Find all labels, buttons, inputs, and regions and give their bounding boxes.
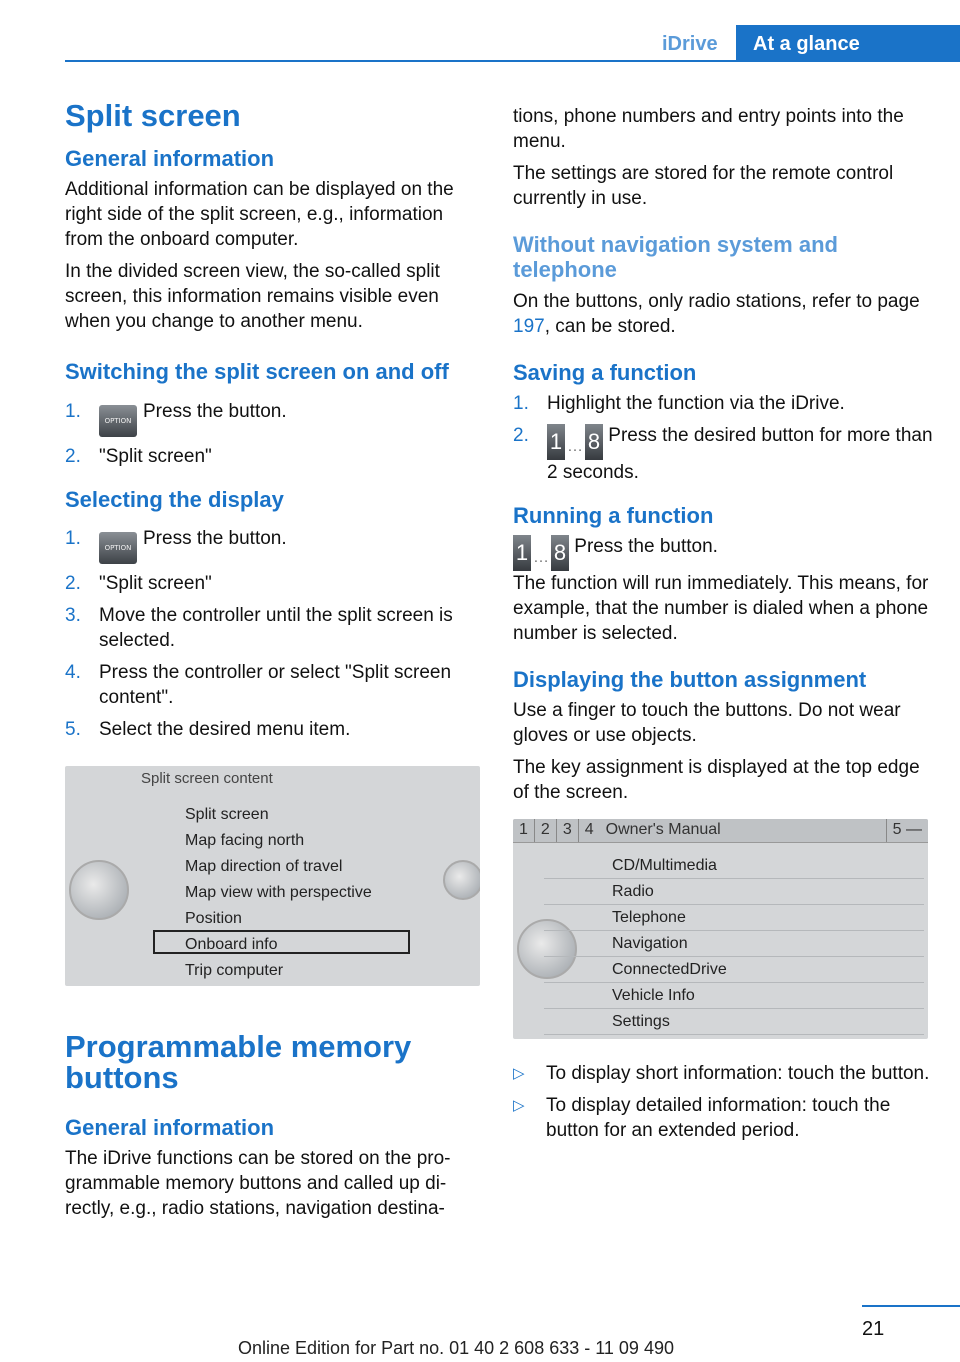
triangle-bullet-icon: ▷ — [513, 1097, 525, 1115]
list-item: 2. "Split screen" — [65, 445, 212, 467]
para-display-2: The key assignment is displayed at the top edge of the screen. — [513, 757, 920, 804]
menu-item: Map direction of travel — [185, 857, 343, 875]
heading-running: Running a function — [513, 502, 714, 528]
list-item: 1. OPTION Press the button. — [65, 526, 480, 564]
menu-item: Vehicle Info — [544, 983, 924, 1009]
heading-displaying: Displaying the button assignment — [513, 667, 867, 693]
page-link[interactable]: 197 — [513, 315, 545, 337]
option-button-icon: OPTION — [99, 532, 137, 564]
option-button-icon: OPTION — [99, 405, 137, 437]
screen-menu — [185, 802, 372, 984]
menu-item: Trip computer — [185, 961, 284, 979]
memory-key-8-icon: 8 — [585, 424, 603, 460]
title-split-screen: Split screen — [65, 98, 241, 133]
list-item: 3. Move the controller until the split screen is selected. — [65, 604, 453, 651]
footer-rule — [862, 1305, 960, 1307]
list-item: ▷ To display detailed information: touch the button for an extended period. — [513, 1095, 891, 1142]
menu-item: Radio — [544, 879, 924, 905]
menu-item: Navigation — [544, 931, 924, 957]
footer-edition: Online Edition for Part no. 01 40 2 608 633 - 11 09 490 — [238, 1338, 674, 1358]
menu-item: Onboard info — [185, 935, 278, 953]
menu-item: Split screen — [185, 805, 269, 823]
bar-slot: 1 — [513, 819, 535, 842]
para-gi-1: Additional information can be displayed on the right side of the split screen, e.g., information from the onboard computer. — [65, 179, 454, 251]
list-item: 2. "Split screen" — [65, 572, 212, 594]
list-item: ▷ To display short information: touch the button. — [513, 1063, 930, 1085]
bar-slot: 3 — [557, 819, 579, 842]
select-steps — [65, 526, 480, 742]
para-gi-2: In the divided screen view, the so-called split screen, this information remains visible even when you change to another menu. — [65, 261, 440, 333]
heading-general-info: General information — [65, 146, 275, 171]
bullet-list — [513, 1061, 933, 1143]
right-column — [513, 104, 933, 1150]
controller-knob-icon — [69, 860, 129, 920]
menu-item: Settings — [544, 1009, 924, 1035]
page-number: 21 — [862, 1318, 885, 1340]
selection-frame — [153, 930, 410, 954]
button-assignment-screenshot — [513, 819, 928, 1039]
list-item: 2. 1 … 8 Press the desired button for more than 2 seconds. — [513, 424, 933, 483]
switch-steps — [65, 399, 480, 469]
para-running: 1 … 8 Press the button. The function will run immediately. This means, for example, that the number is dialed when a phone number is selected. — [513, 536, 929, 645]
list-item: 1. Highlight the function via the iDrive. — [513, 392, 845, 414]
menu-item: Telephone — [544, 905, 924, 931]
list-item: 4. Press the controller or select "Split screen content". — [65, 661, 452, 708]
list-item: 1. OPTION Press the button. — [65, 399, 480, 437]
screen-menu — [544, 853, 924, 1035]
list-item: 5. Select the desired menu item. — [65, 718, 351, 740]
bar-slot: 2 — [535, 819, 557, 842]
header-chapter-tab: At a glance — [736, 25, 960, 62]
saving-steps — [513, 391, 933, 485]
menu-item: Map facing north — [185, 831, 305, 849]
heading-without-nav: Without navigation system and telephone — [513, 232, 838, 283]
menu-item: Position — [185, 909, 242, 927]
left-column — [65, 100, 480, 1228]
para-without: On the buttons, only radio stations, refer to page 197, can be stored. — [513, 290, 920, 337]
bar-slot: 5 — — [892, 821, 922, 839]
para-display-1: Use a finger to touch the buttons. Do not wear gloves or use objects. — [513, 700, 901, 747]
screen-title: Split screen content — [141, 769, 273, 787]
right-knob-icon — [443, 860, 480, 900]
header-section: iDrive — [662, 33, 718, 55]
para-r1: tions, phone numbers and entry points into the menu. — [513, 106, 904, 152]
title-programmable-buttons: Programmable memory buttons — [65, 1028, 412, 1095]
bar-slot: Owner's Manual — [600, 819, 887, 842]
heading-switching: Switching the split screen on and off — [65, 359, 449, 385]
memory-key-1-icon: 1 — [547, 424, 565, 460]
heading-selecting: Selecting the display — [65, 486, 284, 512]
menu-item: Map view with perspective — [185, 883, 372, 901]
split-screen-content-screenshot — [65, 766, 480, 986]
memory-key-1-icon: 1 — [513, 535, 531, 571]
memory-key-8-icon: 8 — [551, 535, 569, 571]
heading-saving: Saving a function — [513, 359, 697, 385]
para-r2: The settings are stored for the remote control currently in use. — [513, 163, 894, 209]
para-prog-gi: The iDrive functions can be stored on the programmable memory buttons and called up directly, e.g., radio stations, navigation destina- — [65, 1148, 451, 1220]
menu-item: ConnectedDrive — [544, 957, 924, 983]
assignment-bar — [513, 819, 928, 843]
heading-prog-general-info: General information — [65, 1114, 275, 1140]
menu-item: CD/Multimedia — [544, 853, 924, 879]
triangle-bullet-icon: ▷ — [513, 1065, 525, 1083]
bar-slot: 4 — [584, 821, 594, 839]
